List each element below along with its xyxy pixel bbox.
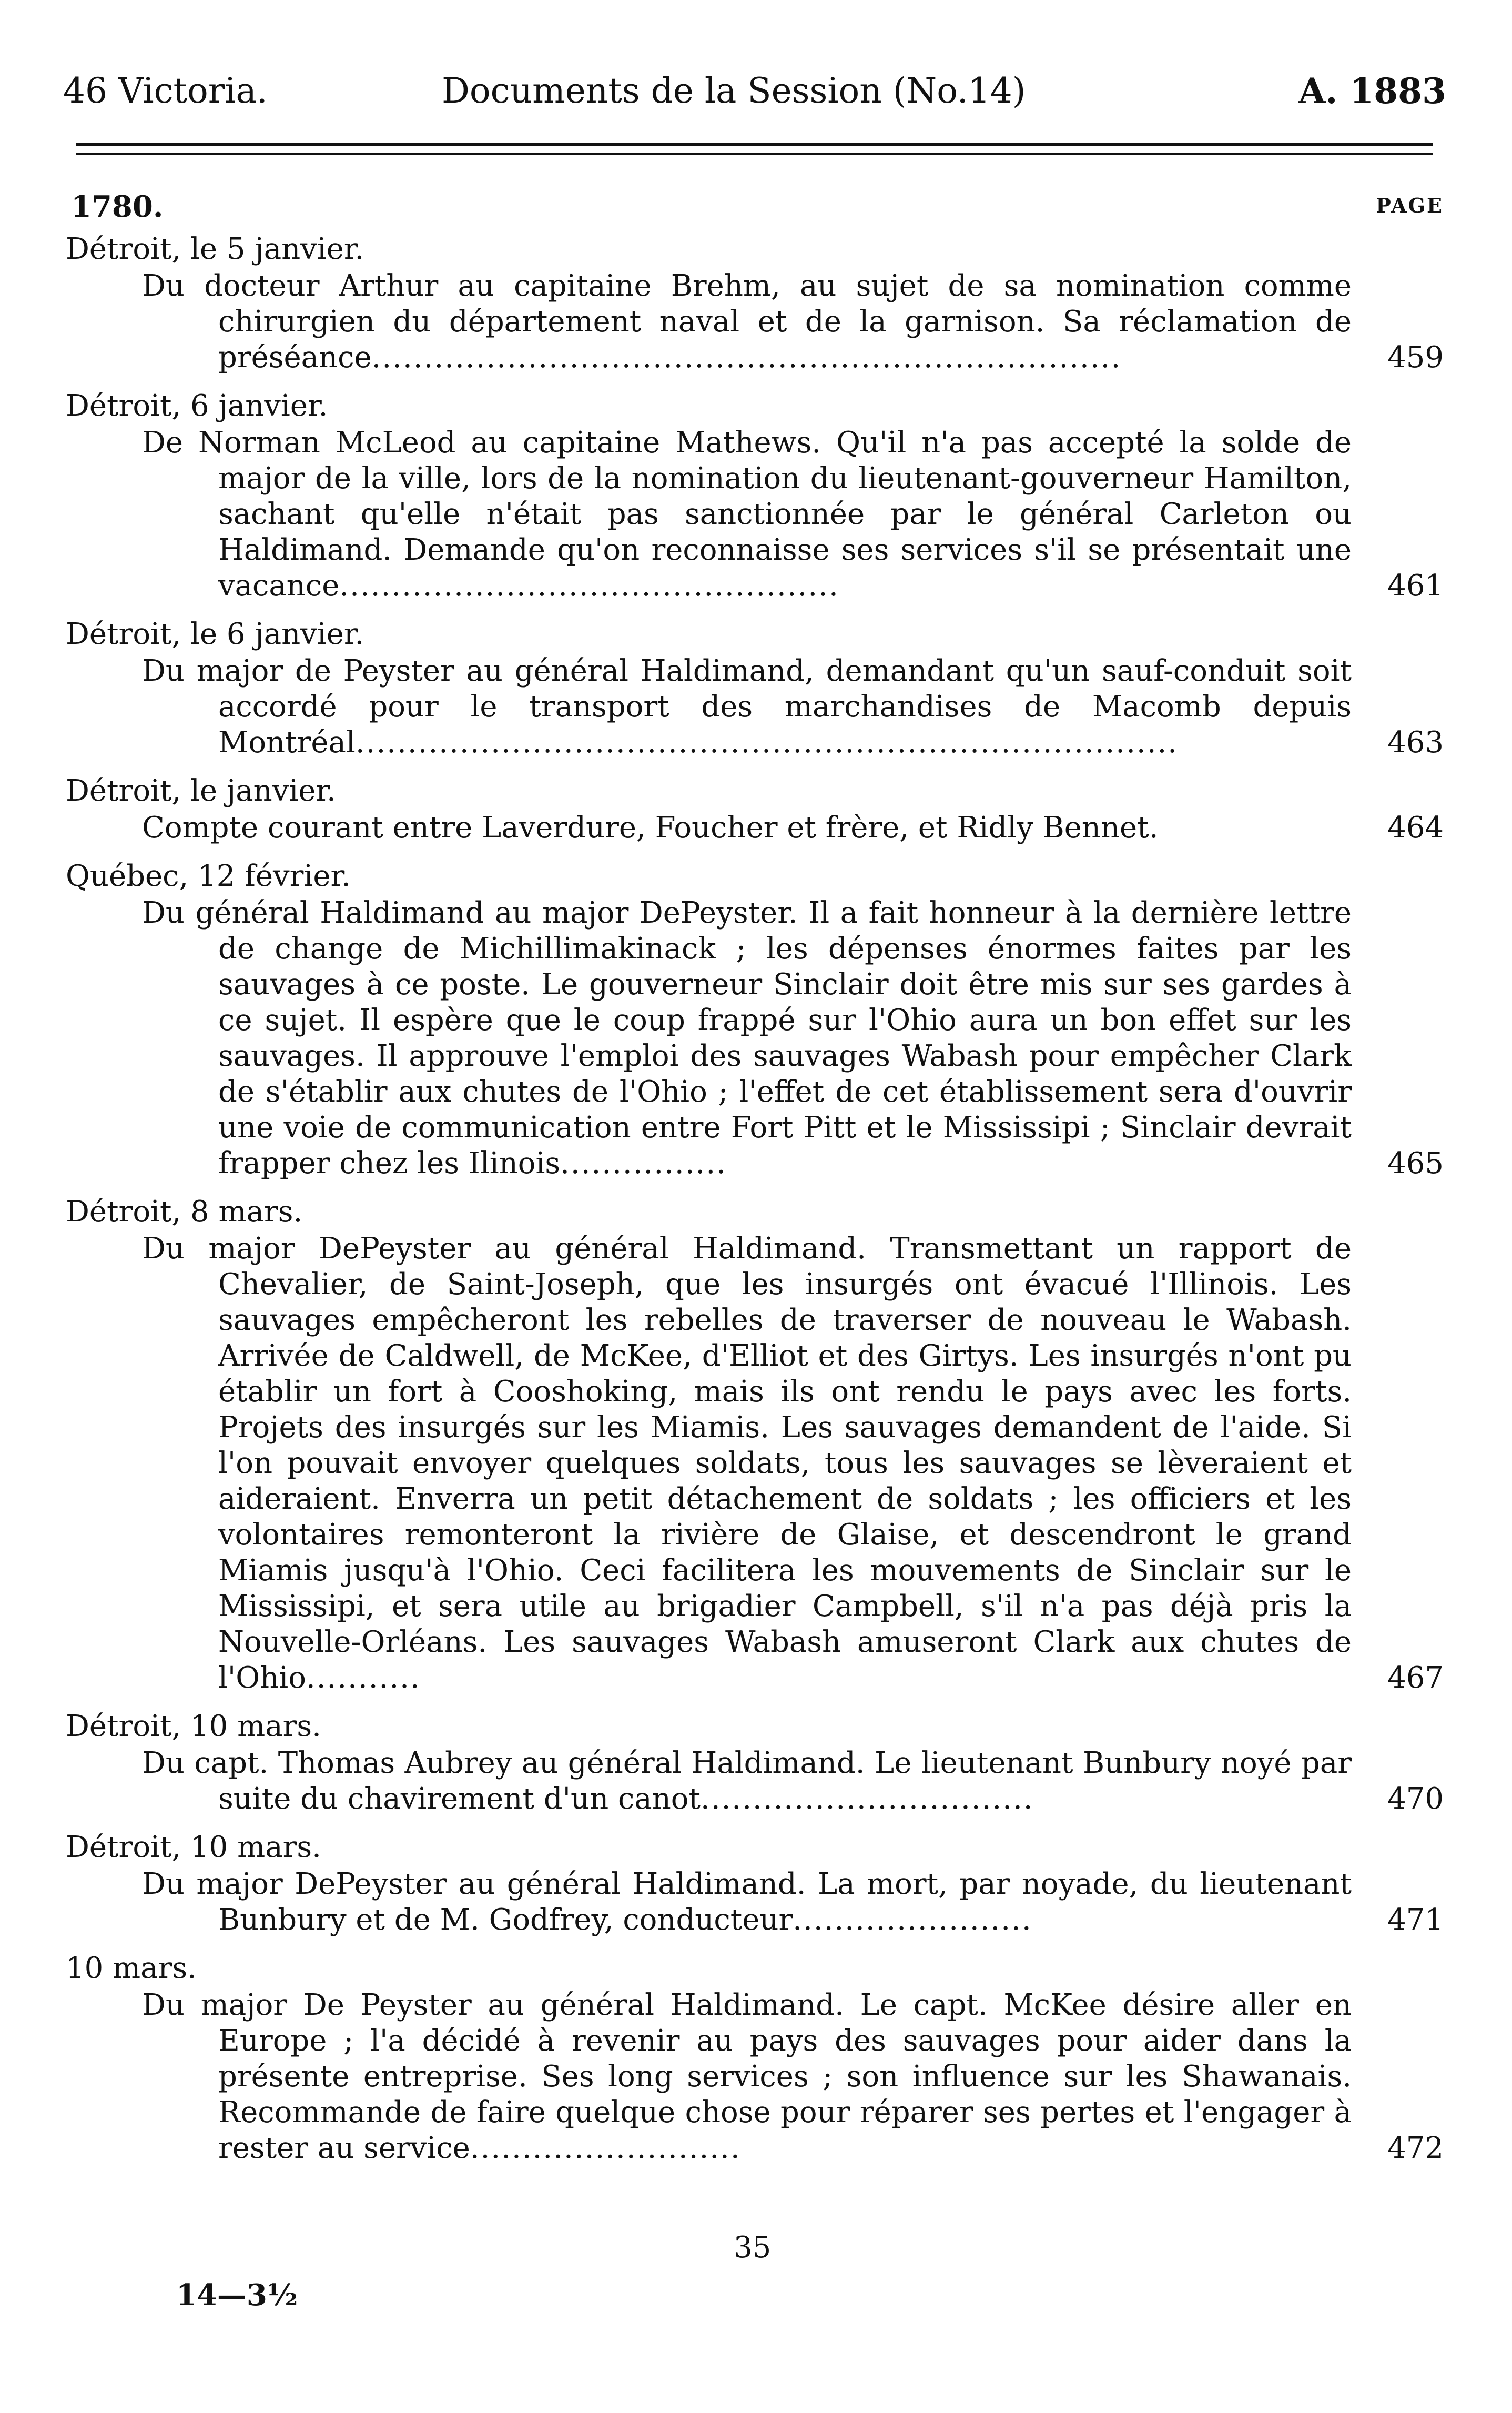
entry-body [66, 1866, 1444, 1938]
entry-summary: Du capt. Thomas Aubrey au général Haldimand. Le lieutenant Bunbury noyé par suite du chavirement d'un canot................................ [142, 1746, 1352, 1816]
calendar-entries [66, 189, 1444, 2178]
entry [66, 1829, 1444, 1938]
session-label: Documents de la Session (No.14) [442, 70, 1026, 111]
entry-summary: Du major DePeyster au général Haldimand. La mort, par noyade, du lieutenant Bunbury et de M. Godfrey, conducteur....................... [142, 1867, 1352, 1937]
entry-page-number: 463 [1387, 725, 1444, 760]
entry-body [66, 268, 1444, 376]
entry-page-number: 465 [1387, 1146, 1444, 1180]
entry-body [66, 1231, 1444, 1696]
entry-body [66, 895, 1444, 1182]
entry-page-number: 459 [1387, 340, 1444, 375]
entry-date: Détroit, 10 mars. [66, 1830, 321, 1864]
entry-summary: Du général Haldimand au major DePeyster. Il a fait honneur à la dernière lettre de change de Michillimakinack ; les dépenses énormes faites par les sauvages à ce poste. Le gouverneur Sinclair doit être mis sur ses gardes à ce sujet. Il espère que le coup frappé sur l'Ohio aura un bon effet sur les sauvages. Il approuve l'emploi des sauvages Wabash pour empêcher Clark de s'établir aux chutes de l'Ohio ; l'effet de cet établissement sera d'ouvrir une voie de communication entre Fort Pitt et le Mississipi ; Sinclair devrait frapper chez les Ilinois................ [142, 896, 1352, 1180]
entry-date: Détroit, le 6 janvier. [66, 617, 364, 651]
entry-summary-text: Compte courant entre Laverdure, Foucher et frère, et Ridly Bennet. [142, 811, 1159, 845]
entry-body [66, 1745, 1444, 1817]
header-rule-bottom [76, 153, 1433, 155]
year-row [66, 189, 1444, 226]
printer-signature: 14—3½ [176, 2278, 298, 2313]
entry-page-number: 472 [1387, 2131, 1444, 2165]
entry-body [66, 653, 1444, 761]
entry [66, 615, 1444, 761]
entry-date: 10 mars. [66, 1951, 197, 1985]
entry-summary: Du major DePeyster au général Haldimand. Transmettant un rapport de Chevalier, de Saint-Joseph, que les insurgés ont évacué l'Illinois. Les sauvages empêcheront les rebelles de traverser de nouveau le Wabash. Arrivée de Caldwell, de McKee, d'Elliot et des Girtys. Les insurgés n'ont pu établir un fort à Cooshoking, mais ils ont rendu le pays avec les forts. Projets des insurgés sur les Miamis. Les sauvages demandent de l'aide. Si l'on pouvait envoyer quelques soldats, tous les sauvages se lèveraient et aideraient. Enverra un petit détachement de soldats ; les officiers et les volontaires remonteront la rivière de Glaise, et descendront le grand Miamis jusqu'à l'Ohio. Ceci facilitera les mouvements de Sinclair sur le Mississipi, et sera utile au brigadier Campbell, s'il n'a pas déjà pris la Nouvelle-Orléans. Les sauvages Wabash amuseront Clark aux chutes de l'Ohio........... [142, 1231, 1352, 1695]
entry-summary: Du major De Peyster au général Haldimand. Le capt. McKee désire aller en Europe ; l'a décidé à revenir au pays des sauvages pour aider dans la présente entreprise. Ses long services ; son influence sur les Shawanais. Recommande de faire quelque chose pour réparer ses pertes et l'engager à rester au service.......................... [142, 1988, 1352, 2165]
entry-summary: Du major de Peyster au général Haldimand, demandant qu'un sauf-conduit soit accordé pour le transport des marchandises de Macomb depuis Montréal............................................................................... [142, 654, 1352, 760]
entry-page-number: 464 [1387, 811, 1444, 845]
entry [66, 387, 1444, 604]
volume-label: 46 Victoria. [63, 70, 268, 111]
page-folio: 35 [734, 2230, 772, 2265]
entry-summary: Du docteur Arthur au capitaine Brehm, au sujet de sa nomination comme chirurgien du département naval et de la garnison. Sa réclamation de préséance........................................................................ [142, 269, 1352, 375]
entry [66, 772, 1444, 846]
entry [66, 1193, 1444, 1696]
entry-date: Détroit, 6 janvier. [66, 389, 328, 423]
entry-summary-text: Du major De Peyster au général Haldimand. Le capt. McKee désire aller en Europe ; l'a décidé à revenir au pays des sauvages pour aider dans la présente entreprise. Ses long services ; son influence sur les Shawanais. Recommande de faire quelque chose pour réparer ses pertes et l'engager à rester au service [142, 1988, 1352, 2165]
entry-page-number: 461 [1387, 569, 1444, 603]
entry-body [66, 425, 1444, 604]
entry-body [66, 1987, 1444, 2166]
entry [66, 1708, 1444, 1817]
entry-summary-text: De Norman McLeod au capitaine Mathews. Qu'il n'a pas accepté la solde de major de la ville, lors de la nomination du lieutenant-gouverneur Hamilton, sachant qu'elle n'était pas sanctionnée par le général Carleton ou Haldimand. Demande qu'on reconnaisse ses services s'il se présentait une vacance [142, 426, 1352, 603]
entry-date: Détroit, 10 mars. [66, 1709, 321, 1743]
entry [66, 1950, 1444, 2166]
entry-summary: De Norman McLeod au capitaine Mathews. Qu'il n'a pas accepté la solde de major de la ville, lors de la nomination du lieutenant-gouverneur Hamilton, sachant qu'elle n'était pas sanctionnée par le général Carleton ou Haldimand. Demande qu'on reconnaisse ses services s'il se présentait une vacance................................................ [142, 426, 1352, 603]
page-column-label: PAGE [1376, 194, 1444, 217]
entry-page-number: 471 [1387, 1903, 1444, 1937]
page-footer [0, 2230, 1512, 2336]
entry-page-number: 467 [1387, 1661, 1444, 1695]
entry [66, 857, 1444, 1182]
entry-date: Détroit, 8 mars. [66, 1195, 303, 1229]
running-head [0, 62, 1512, 120]
entry-summary-text: Du major DePeyster au général Haldimand. La mort, par noyade, du lieutenant Bunbury et de M. Godfrey, conducteur [142, 1867, 1352, 1937]
header-rule-top [76, 143, 1433, 146]
entry-summary-text: Du docteur Arthur au capitaine Brehm, au sujet de sa nomination comme chirurgien du département naval et de la garnison. Sa réclamation de préséance [142, 269, 1352, 375]
entry-date: Québec, 12 février. [66, 859, 351, 893]
year-heading: 1780. [71, 189, 164, 224]
entry [66, 230, 1444, 376]
year-label: A. 1883 [1298, 70, 1446, 112]
entry-date: Détroit, le janvier. [66, 774, 336, 808]
entry-body [66, 810, 1444, 846]
entry-page-number: 470 [1387, 1782, 1444, 1816]
entry-summary-text: Du général Haldimand au major DePeyster. Il a fait honneur à la dernière lettre de change de Michillimakinack ; les dépenses énormes faites par les sauvages à ce poste. Le gouverneur Sinclair doit être mis sur ses gardes à ce sujet. Il espère que le coup frappé sur l'Ohio aura un bon effet sur les sauvages. Il approuve l'emploi des sauvages Wabash pour empêcher Clark de s'établir aux chutes de l'Ohio ; l'effet de cet établissement sera d'ouvrir une voie de communication entre Fort Pitt et le Mississipi ; Sinclair devrait frapper chez les Ilinois [142, 896, 1352, 1180]
entry-summary-text: Du capt. Thomas Aubrey au général Haldimand. Le lieutenant Bunbury noyé par suite du chavirement d'un canot [142, 1746, 1352, 1816]
entry-summary-text: Du major de Peyster au général Haldimand, demandant qu'un sauf-conduit soit accordé pour le transport des marchandises de Macomb depuis Montréal [142, 654, 1352, 760]
entry-summary-text: Du major DePeyster au général Haldimand. Transmettant un rapport de Chevalier, de Saint-Joseph, que les insurgés ont évacué l'Illinois. Les sauvages empêcheront les rebelles de traverser de nouveau le Wabash. Arrivée de Caldwell, de McKee, d'Elliot et des Girtys. Les insurgés n'ont pu établir un fort à Cooshoking, mais ils ont rendu le pays avec les forts. Projets des insurgés sur les Miamis. Les sauvages demandent de l'aide. Si l'on pouvait envoyer quelques soldats, tous les sauvages se lèveraient et aideraient. Enverra un petit détachement de soldats ; les officiers et les volontaires remonteront la rivière de Glaise, et descendront le grand Miamis jusqu'à l'Ohio. Ceci facilitera les mouvements de Sinclair sur le Mississipi, et sera utile au brigadier Campbell, s'il n'a pas déjà pris la Nouvelle-Orléans. Les sauvages Wabash amuseront Clark aux chutes de l'Ohio [142, 1231, 1352, 1695]
entry-date: Détroit, le 5 janvier. [66, 232, 364, 266]
entry-summary [142, 810, 1352, 846]
